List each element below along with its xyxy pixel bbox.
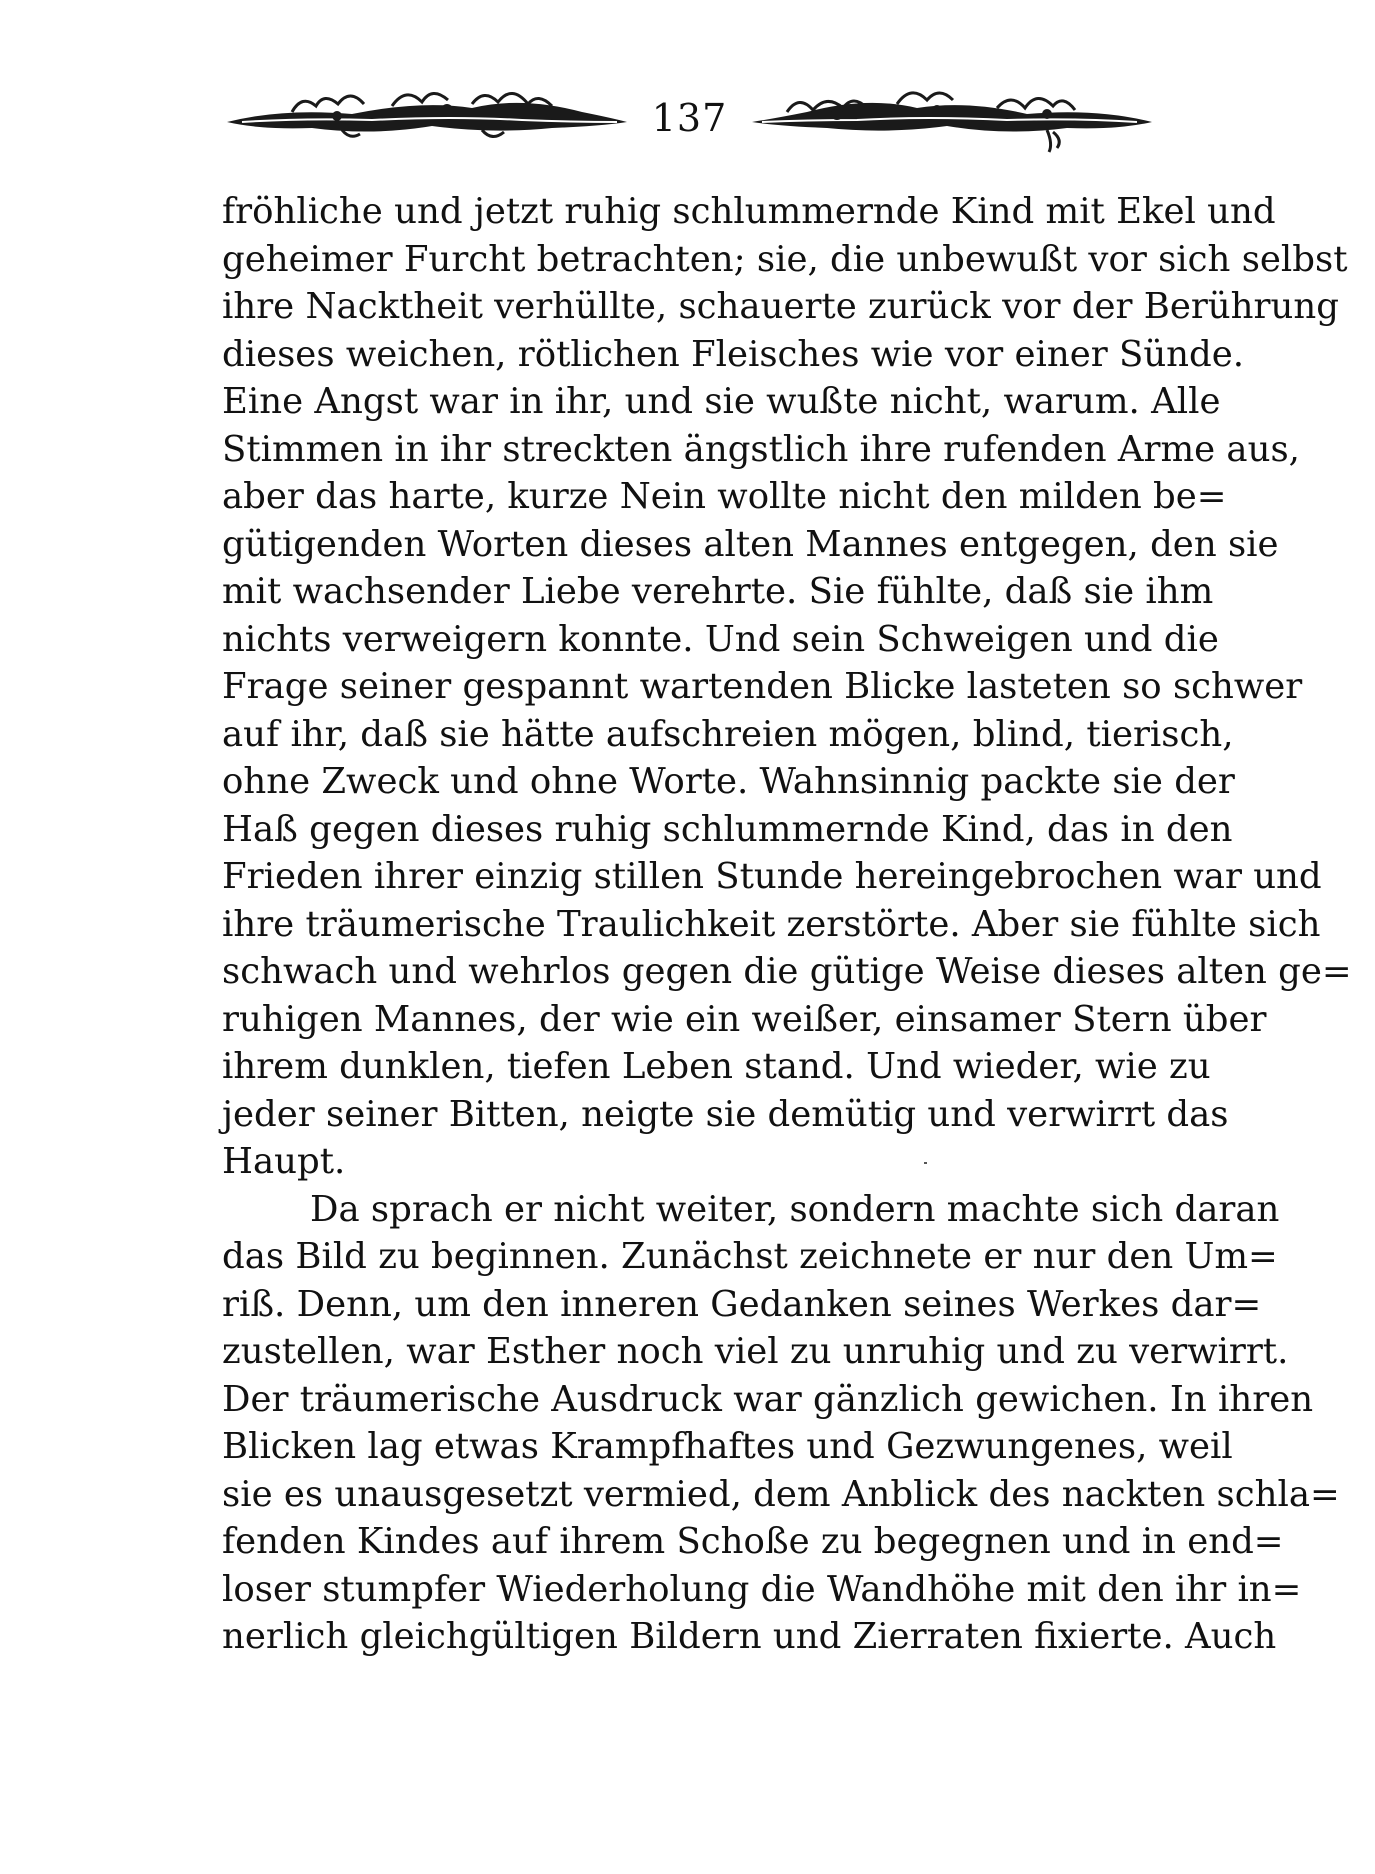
text-line: jeder seiner Bitten, neigte sie demütig und verwirrt das: [222, 1093, 1229, 1135]
text-line: ihrem dunklen, tiefen Leben stand. Und wieder, wie zu: [222, 1046, 1211, 1087]
text-line: fenden Kindes auf ihrem Schoße zu begegnen und in end=: [222, 1521, 1284, 1562]
text-line: Blicken lag etwas Krampfhaftes und Gezwungenes, weil: [222, 1426, 1233, 1467]
page-number: 137: [651, 96, 728, 140]
text-line: mit wachsender Liebe verehrte. Sie fühlte, daß sie ihm: [222, 571, 1214, 612]
text-line: geheimer Furcht betrachten; sie, die unbewußt vor sich selbst: [222, 238, 1348, 280]
text-line: auf ihr, daß sie hätte aufschreien mögen, blind, tierisch,: [222, 713, 1234, 755]
text-line: Der träumerische Ausdruck war gänzlich gewichen. In ihren: [222, 1378, 1314, 1420]
floral-vine-ornament-right: [747, 78, 1157, 158]
text-line-paragraph-end: Haupt.: [222, 1141, 346, 1182]
text-line: ruhigen Mannes, der wie ein weißer, einsamer Stern über: [222, 998, 1267, 1040]
text-line: ihre Nacktheit verhüllte, schauerte zurück vor der Berührung: [222, 286, 1339, 327]
page-header: [222, 78, 1157, 158]
text-line: Haß gegen dieses ruhig schlummernde Kind, das in den: [222, 808, 1233, 850]
text-line: nerlich gleichgültigen Bildern und Zierraten fixierte. Auch: [222, 1616, 1277, 1657]
text-line: loser stumpfer Wiederholung die Wandhöhe mit den ihr in=: [222, 1568, 1302, 1610]
text-line: ihre träumerische Traulichkeit zerstörte. Aber sie fühlte sich: [222, 903, 1321, 945]
text-line: sie es unausgesetzt vermied, dem Anblick des nackten schla=: [222, 1473, 1340, 1515]
text-line: nichts verweigern konnte. Und sein Schweigen und die: [222, 618, 1219, 660]
print-speck: [924, 1162, 927, 1164]
text-line: Frage seiner gespannt wartenden Blicke lasteten so schwer: [222, 666, 1303, 707]
text-line: ohne Zweck und ohne Worte. Wahnsinnig packte sie der: [222, 761, 1235, 802]
text-line: zustellen, war Esther noch viel zu unruhig und zu verwirrt.: [222, 1331, 1289, 1372]
text-line: Stimmen in ihr streckten ängstlich ihre rufenden Arme aus,: [222, 428, 1300, 470]
text-line-paragraph-start: Da sprach er nicht weiter, sondern machte sich daran: [310, 1188, 1280, 1230]
text-line: Eine Angst war in ihr, und sie wußte nicht, warum. Alle: [222, 381, 1221, 422]
text-line: das Bild zu beginnen. Zunächst zeichnete er nur den Um=: [222, 1236, 1278, 1277]
body-text: [222, 188, 1352, 1661]
text-line: riß. Denn, um den inneren Gedanken seines Werkes dar=: [222, 1283, 1262, 1325]
text-line: Frieden ihrer einzig stillen Stunde hereingebrochen war und: [222, 856, 1322, 897]
text-line: gütigenden Worten dieses alten Mannes entgegen, den sie: [222, 523, 1279, 565]
text-line: dieses weichen, rötlichen Fleisches wie vor einer Sünde.: [222, 333, 1245, 375]
text-line: aber das harte, kurze Nein wollte nicht den milden be=: [222, 476, 1227, 517]
text-line: fröhliche und jetzt ruhig schlummernde Kind mit Ekel und: [222, 191, 1276, 232]
text-line: schwach und wehrlos gegen die gütige Weise dieses alten ge=: [222, 951, 1352, 992]
